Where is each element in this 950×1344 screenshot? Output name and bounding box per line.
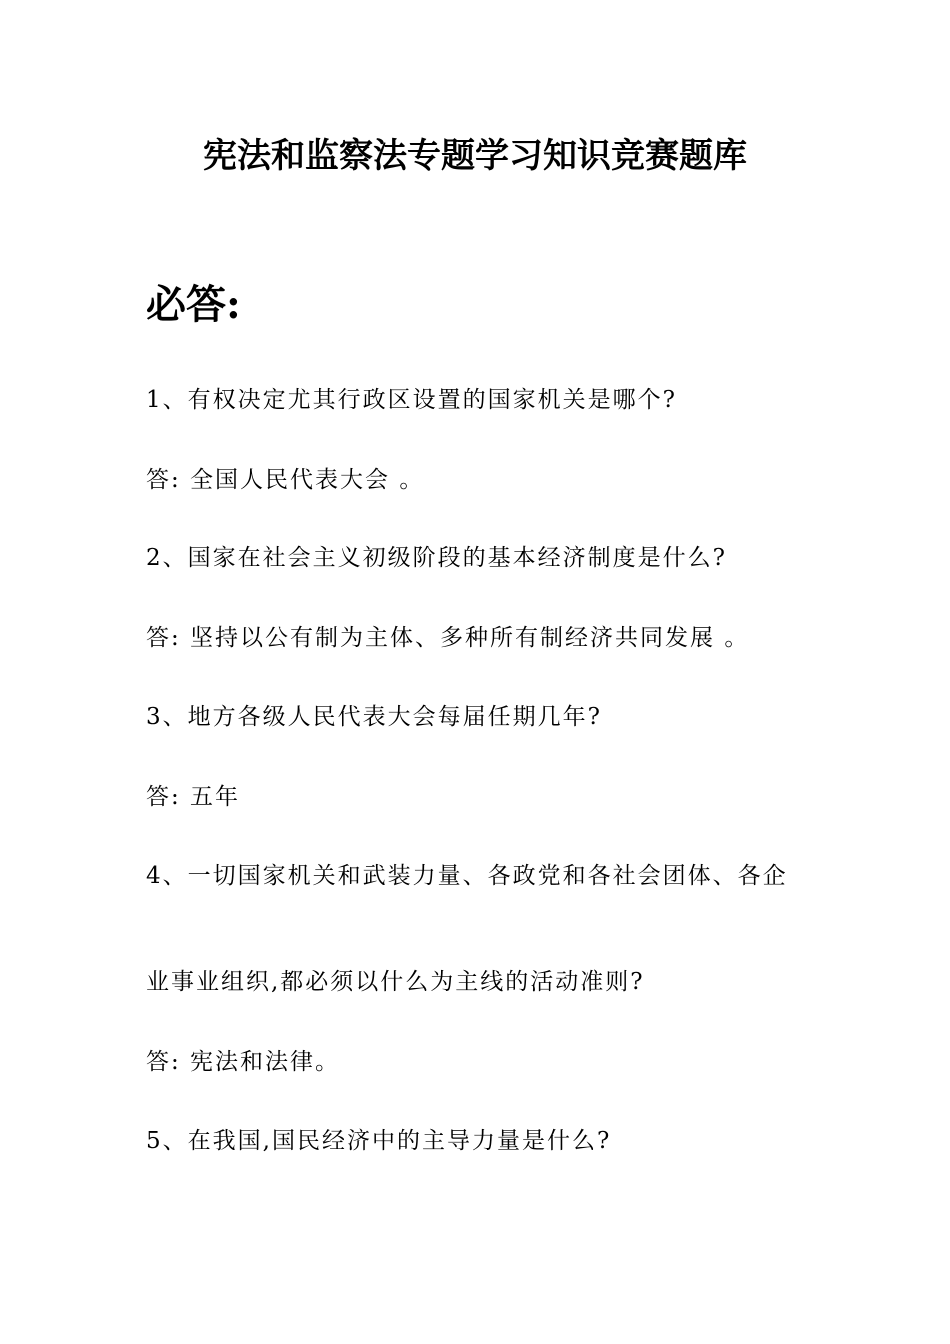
question-4-line-1: 4、一切国家机关和武装力量、各政党和各社会团体、各企	[146, 863, 788, 889]
question-3: 3、地方各级人民代表大会每届任期几年?	[146, 704, 602, 730]
question-5: 5、在我国,国民经济中的主导力量是什么?	[146, 1128, 612, 1154]
answer-1: 答: 全国人民代表大会 。	[146, 467, 425, 493]
answer-3: 答: 五年	[146, 784, 241, 810]
question-1: 1、有权决定尤其行政区设置的国家机关是哪个?	[146, 387, 677, 413]
question-2: 2、国家在社会主义初级阶段的基本经济制度是什么?	[146, 545, 727, 571]
section-heading: 必答:	[146, 281, 241, 328]
question-4-line-2: 业事业组织,都必须以什么为主线的活动准则?	[146, 969, 645, 995]
answer-2: 答: 坚持以公有制为主体、多种所有制经济共同发展 。	[146, 625, 750, 651]
document-title: 宪法和监察法专题学习知识竞赛题库	[203, 136, 747, 176]
answer-4: 答: 宪法和法律。	[146, 1049, 341, 1075]
